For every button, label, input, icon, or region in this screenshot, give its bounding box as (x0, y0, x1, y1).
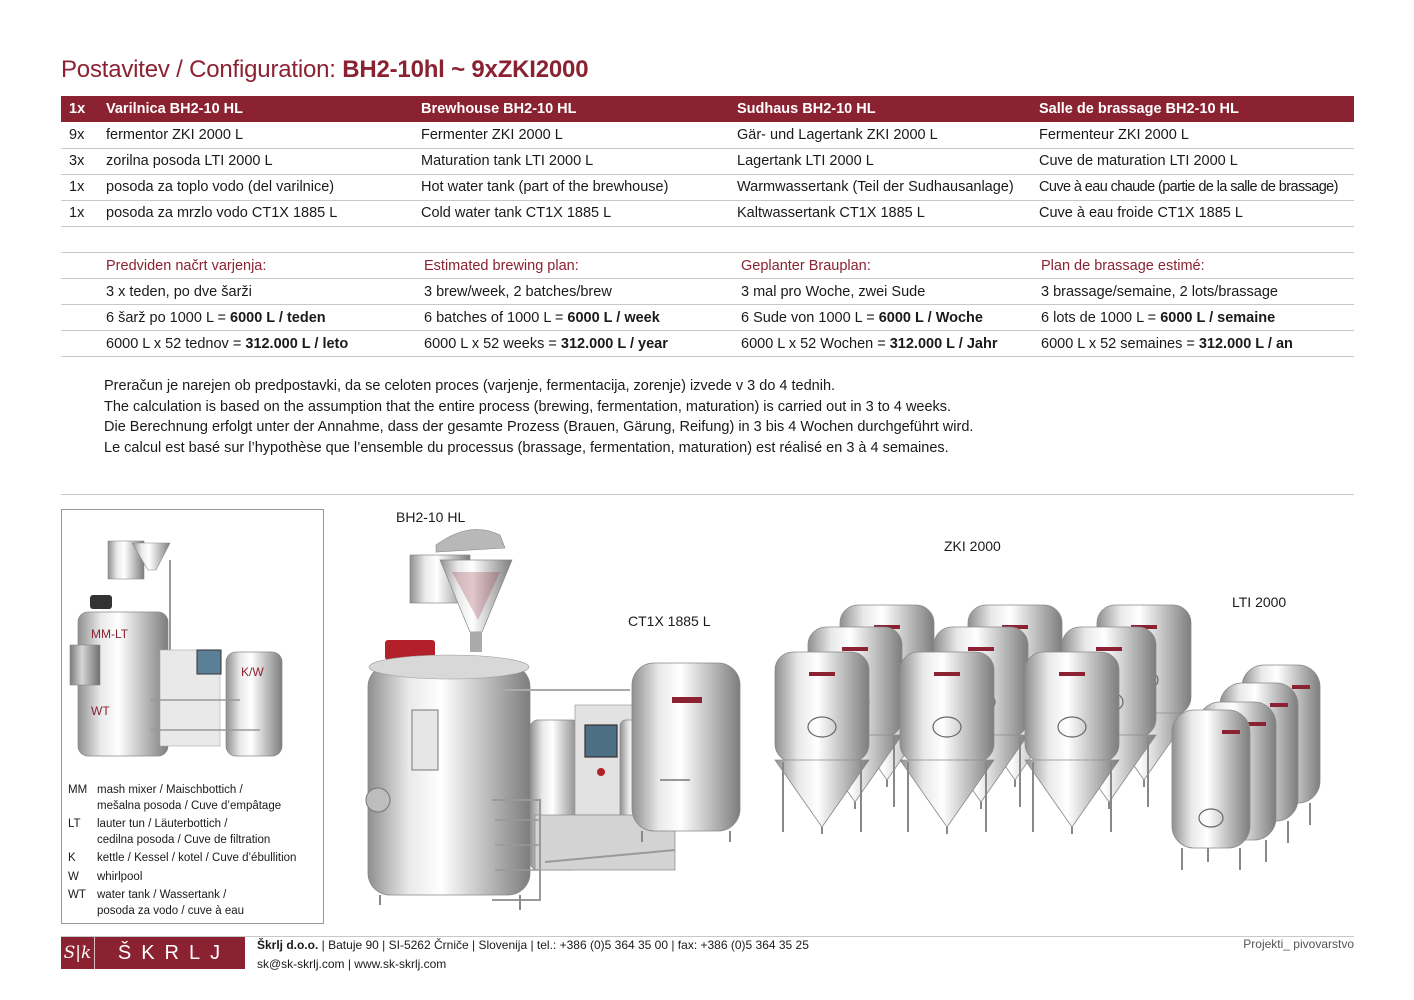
cold-water-tank-render (632, 663, 740, 842)
sl-cell: posoda za toplo vodo (del varilnice) (98, 174, 413, 200)
plan-header-fr: Plan de brassage estimé: (1033, 253, 1354, 279)
sl-cell: fermentor ZKI 2000 L (98, 122, 413, 148)
legend-item-cont: posoda za vodo / cuve à eau (97, 904, 245, 917)
plan-cell: 6 batches of 1000 L = 6000 L / week (416, 305, 733, 331)
logo-mark: S|k (61, 937, 95, 969)
plan-cell: 6 lots de 1000 L = 6000 L / semaine (1033, 305, 1354, 331)
sl-cell: zorilna posoda LTI 2000 L (98, 148, 413, 174)
plan-header-en: Estimated brewing plan: (416, 253, 733, 279)
plan-cell: 6 Sude von 1000 L = 6000 L / Woche (733, 305, 1033, 331)
company-logo (61, 937, 245, 969)
maturation-tank-group (1172, 665, 1320, 870)
brewhouse-render (366, 529, 675, 910)
plan-header-de: Geplanter Brauplan: (733, 253, 1033, 279)
legend-item: WT water tank / Wassertank / (68, 889, 227, 901)
contact-links[interactable]: sk@sk-skrlj.com | www.sk-skrlj.com (257, 957, 447, 971)
plan-cell: 3 brew/week, 2 batches/brew (416, 279, 733, 305)
note-de: Die Berechnung erfolgt unter der Annahme, dass der gesamte Prozess (Brauen, Gärung, Reifung) in 3 bis 4 Wochen durchgeführt wird. (104, 419, 974, 435)
fr-cell: Salle de brassage BH2-10 HL (1031, 96, 1354, 122)
fr-cell: Cuve à eau froide CT1X 1885 L (1031, 200, 1354, 226)
sl-cell: Varilnica BH2-10 HL (98, 96, 413, 122)
de-cell: Warmwassertank (Teil der Sudhausanlage) (729, 174, 1031, 200)
qty-cell: 3x (61, 148, 98, 174)
plan-cell: 3 mal pro Woche, zwei Sude (733, 279, 1033, 305)
qty-cell: 1x (61, 96, 98, 122)
title-config: BH2-10hl ~ 9xZKI2000 (342, 56, 589, 83)
plan-cell: 6000 L x 52 Wochen = 312.000 L / Jahr (733, 331, 1033, 357)
note-en: The calculation is based on the assumption that the entire process (brewing, fermentation, maturation) is carried out in 3 to 4 weeks. (104, 398, 952, 415)
en-cell: Cold water tank CT1X 1885 L (413, 200, 729, 226)
legend-item: LT lauter tun / Läuterbottich / (68, 818, 228, 830)
note-sl: Preračun je narejen ob predpostavki, da se celoten proces (varjenje, fermentacija, zorenje) izvede v 3 do 4 tednih. (104, 378, 836, 394)
qty-cell: 1x (61, 200, 98, 226)
plan-cell: 6000 L x 52 semaines = 312.000 L / an (1033, 331, 1354, 357)
qty-cell: 9x (61, 122, 98, 148)
brewhouse-label: BH2-10 HL (396, 509, 466, 525)
de-cell: Lagertank LTI 2000 L (729, 148, 1031, 174)
diagram-label-mmlt: MM-LT (91, 627, 129, 641)
legend-item: K kettle / Kessel / kotel / Cuve d’ébullition (68, 852, 297, 864)
de-cell: Sudhaus BH2-10 HL (729, 96, 1031, 122)
sl-cell: posoda za mrzlo vodo CT1X 1885 L (98, 200, 413, 226)
legend-item: MM mash mixer / Maischbottich / (68, 784, 243, 796)
qty-cell: 1x (61, 174, 98, 200)
fermenter-group (775, 605, 1191, 834)
de-cell: Kaltwassertank CT1X 1885 L (729, 200, 1031, 226)
note-fr: Le calcul est basé sur l’hypothèse que l’ensemble du processus (brassage, fermentation, maturation) est réalisé en 3 à 4 semaines. (104, 439, 949, 456)
legend-item: W whirlpool (68, 870, 143, 883)
diagram-label-kw: K/W (241, 665, 264, 679)
fr-cell: Cuve de maturation LTI 2000 L (1031, 148, 1354, 174)
plan-cell: 6 šarž po 1000 L = 6000 L / teden (98, 305, 416, 331)
zki-label: ZKI 2000 (944, 538, 1001, 554)
plan-header-sl: Predviden načrt varjenja: (98, 253, 416, 279)
diagram-label-wt: WT (91, 704, 110, 718)
fr-cell: Fermenteur ZKI 2000 L (1031, 122, 1354, 148)
legend (68, 783, 296, 919)
plan-cell: 3 x teden, po dve šarži (98, 279, 416, 305)
en-cell: Fermenter ZKI 2000 L (413, 122, 729, 148)
en-cell: Maturation tank LTI 2000 L (413, 148, 729, 174)
lti-label: LTI 2000 (1232, 594, 1287, 610)
plan-cell: 3 brassage/semaine, 2 lots/brassage (1033, 279, 1354, 305)
fr-cell: Cuve à eau chaude (partie de la salle de brassage) (1031, 174, 1354, 200)
en-cell: Hot water tank (part of the brewhouse) (413, 174, 729, 200)
contact-info (257, 936, 809, 974)
logo-word: ŠKRLJ (117, 941, 231, 964)
legend-item-cont: cedilna posoda / Cuve de filtration (97, 833, 271, 846)
company-address: | Batuje 90 | SI-5262 Črniče | Slovenija | tel.: +386 (0)5 364 35 00 | fax: +386 (0)5 364 35 25 (318, 938, 809, 952)
title-prefix: Postavitev / Configuration: (61, 56, 343, 83)
de-cell: Gär- und Lagertank ZKI 2000 L (729, 122, 1031, 148)
plan-cell: 6000 L x 52 weeks = 312.000 L / year (416, 331, 733, 357)
company-name: Škrlj d.o.o. (257, 938, 319, 952)
en-cell: Brewhouse BH2-10 HL (413, 96, 729, 122)
plan-cell: 6000 L x 52 tednov = 312.000 L / leto (98, 331, 416, 357)
legend-item-cont: mešalna posoda / Cuve d’empâtage (97, 799, 282, 812)
ct1x-label: CT1X 1885 L (628, 613, 711, 629)
section-tag: Projekti_ pivovarstvo (1243, 937, 1354, 951)
